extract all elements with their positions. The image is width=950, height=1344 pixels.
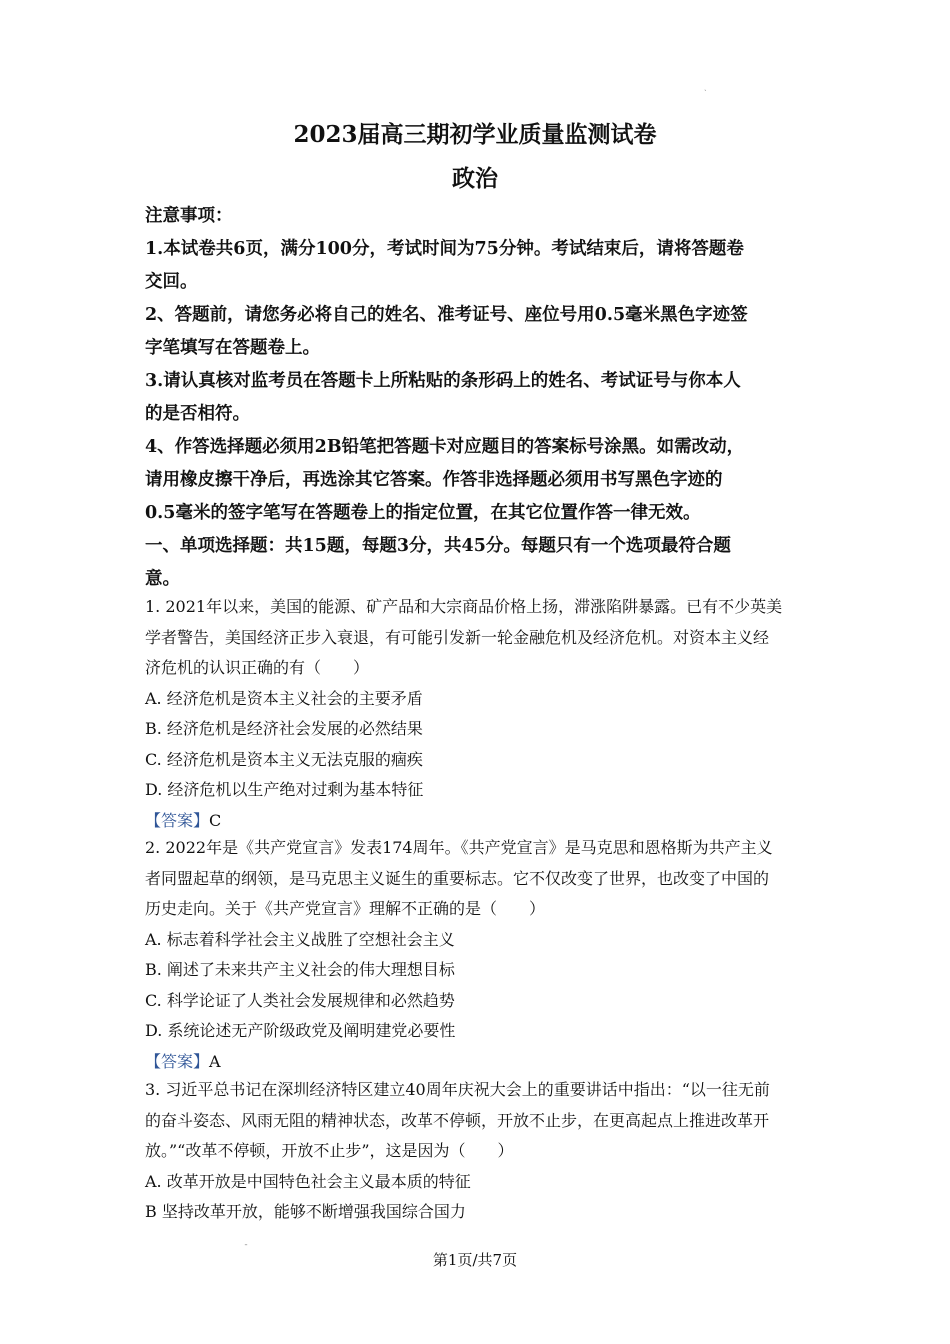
question-stem: 的奋斗姿态、风雨无阻的精神状态，改革不停顿，开放不止步，在更高起点上推进改革开 <box>145 1110 770 1130</box>
question-stem: 济危机的认识正确的有（ ） <box>145 658 370 677</box>
notice-line: 1.本试卷共6页，满分100分，考试时间为75分钟。考试结束后，请将答题卷 <box>145 239 744 259</box>
option-a: A. 改革开放是中国特色社会主义最本质的特征 <box>145 1171 471 1191</box>
notice-line: 2、答题前，请您务必将自己的姓名、准考证号、座位号用0.5毫米黑色字迹签 <box>145 305 748 325</box>
option-d: D. 系统论述无产阶级政党及阐明建党必要性 <box>145 1021 456 1040</box>
question-2 <box>145 833 810 1077</box>
answer-value: A <box>209 1051 221 1071</box>
question-stem: 1. 2021年以来，美国的能源、矿产品和大宗商品价格上扬，滞涨陷阱暴露。已有不少英美 <box>145 597 783 616</box>
question-1 <box>145 592 810 836</box>
notice-line: 0.5毫米的签字笔写在答题卷上的指定位置，在其它位置作答一律无效。 <box>145 503 701 523</box>
page-footer: 第1页/共7页 <box>432 1251 518 1269</box>
question-stem: 2. 2022年是《共产党宣言》发表174周年。《共产党宣言》是马克思和恩格斯为共产主义 <box>145 838 773 857</box>
scan-mark: ˉ <box>244 1244 248 1253</box>
exam-title: 2023届高三期初学业质量监测试卷 <box>293 121 657 148</box>
subject-title: 政治 <box>452 165 498 192</box>
option-a: A. 标志着科学社会主义战胜了空想社会主义 <box>145 929 455 949</box>
answer-line <box>145 806 810 837</box>
notice-line: 字笔填写在答题卷上。 <box>145 338 320 358</box>
notice-line: 4、作答选择题必须用2B铅笔把答题卡对应题目的答案标号涂黑。如需改动， <box>145 437 745 457</box>
question-3 <box>145 1075 810 1228</box>
question-stem: 历史走向。关于《共产党宣言》理解不正确的是（ ） <box>145 899 546 918</box>
answer-line <box>145 1047 810 1078</box>
option-b: B. 经济危机是经济社会发展的必然结果 <box>145 719 423 738</box>
option-d: D. 经济危机以生产绝对过剩为基本特征 <box>145 780 424 799</box>
scan-mark: ˎ <box>704 82 707 91</box>
notice-line: 的是否相符。 <box>145 404 250 424</box>
answer-value: C <box>209 810 222 830</box>
notice-line: 交回。 <box>145 272 198 292</box>
notice-line: 请用橡皮擦干净后，再选涂其它答案。作答非选择题必须用书写黑色字迹的 <box>145 470 723 490</box>
option-c: C. 科学论证了人类社会发展规律和必然趋势 <box>145 990 455 1010</box>
notice-heading: 注意事项： <box>145 206 233 226</box>
question-stem: 3. 习近平总书记在深圳经济特区建立40周年庆祝大会上的重要讲话中指出：“以一往无前 <box>145 1080 770 1099</box>
question-stem: 者同盟起草的纲领，是马克思主义诞生的重要标志。它不仅改变了世界，也改变了中国的 <box>145 868 770 888</box>
option-a: A. 经济危机是资本主义社会的主要矛盾 <box>145 688 423 708</box>
notice-block <box>145 200 810 596</box>
option-c: C. 经济危机是资本主义无法克服的痼疾 <box>145 749 423 769</box>
question-stem: 放。”“改革不停顿，开放不止步”，这是因为（ ） <box>145 1141 514 1160</box>
answer-tag: 【答案】 <box>145 810 210 830</box>
question-stem: 学者警告，美国经济正步入衰退，有可能引发新一轮金融危机及经济危机。对资本主义经 <box>145 627 770 647</box>
answer-tag: 【答案】 <box>145 1051 210 1071</box>
option-b: B 坚持改革开放，能够不断增强我国综合国力 <box>145 1202 466 1221</box>
option-b: B. 阐述了未来共产主义社会的伟大理想目标 <box>145 960 455 979</box>
notice-line: 3.请认真核对监考员在答题卡上所粘贴的条形码上的姓名、考试证号与你本人 <box>145 371 741 391</box>
section-heading: 意。 <box>145 569 180 589</box>
section-heading: 一、单项选择题：共15题，每题3分，共45分。每题只有一个选项最符合题 <box>145 536 731 556</box>
